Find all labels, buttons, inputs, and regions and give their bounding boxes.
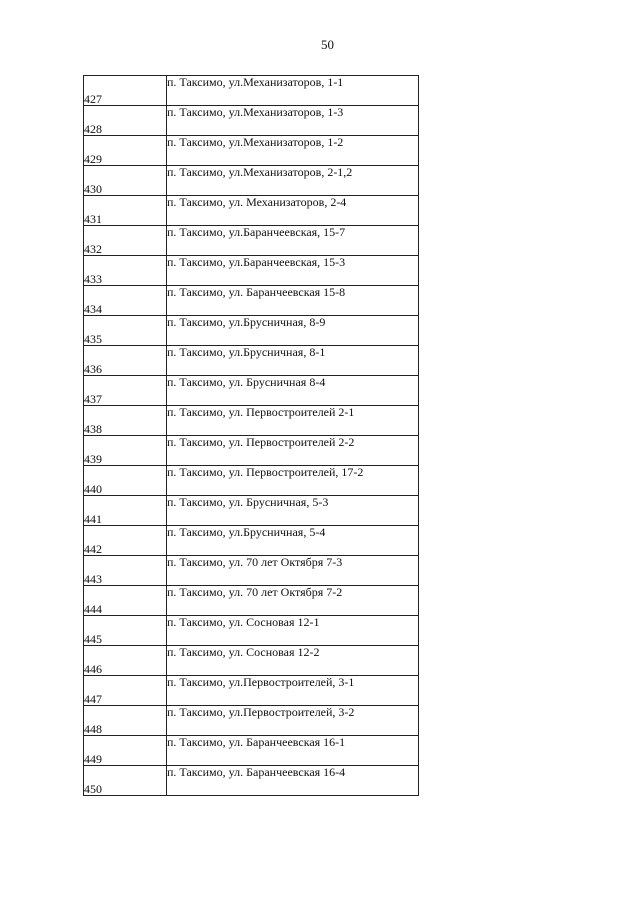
address-cell: п. Таксимо, ул. Брусничная 8-4 [167,376,419,406]
table-row [84,496,419,526]
table-row [84,136,419,166]
address-cell: п. Таксимо, ул.Первостроителей, 3-1 [167,676,419,706]
row-number-cell: 442 [84,526,167,556]
table-row [84,106,419,136]
address-cell: п. Таксимо, ул. Сосновая 12-1 [167,616,419,646]
address-cell: п. Таксимо, ул.Механизаторов, 2-1,2 [167,166,419,196]
table-row [84,556,419,586]
table-row [84,706,419,736]
address-cell: п. Таксимо, ул. Механизаторов, 2-4 [167,196,419,226]
table-row [84,346,419,376]
table-row [84,676,419,706]
row-number-cell: 450 [84,766,167,796]
row-number-cell: 427 [84,76,167,106]
row-number-cell: 434 [84,286,167,316]
row-number-cell: 433 [84,256,167,286]
address-cell: п. Таксимо, ул.Баранчеевская, 15-7 [167,226,419,256]
row-number-cell: 445 [84,616,167,646]
row-number-cell: 446 [84,646,167,676]
row-number-cell: 447 [84,676,167,706]
row-number-cell: 449 [84,736,167,766]
table-row [84,406,419,436]
table-row [84,76,419,106]
table-row [84,466,419,496]
row-number-cell: 437 [84,376,167,406]
table-row [84,316,419,346]
address-cell: п. Таксимо, ул.Брусничная, 5-4 [167,526,419,556]
row-number-cell: 444 [84,586,167,616]
row-number-cell: 438 [84,406,167,436]
table-row [84,766,419,796]
table-row [84,736,419,766]
address-cell: п. Таксимо, ул. Сосновая 12-2 [167,646,419,676]
address-cell: п. Таксимо, ул. Брусничная, 5-3 [167,496,419,526]
address-cell: п. Таксимо, ул. Первостроителей 2-1 [167,406,419,436]
address-cell: п. Таксимо, ул.Первостроителей, 3-2 [167,706,419,736]
address-cell: п. Таксимо, ул.Механизаторов, 1-1 [167,76,419,106]
address-cell: п. Таксимо, ул. 70 лет Октября 7-3 [167,556,419,586]
table-row [84,586,419,616]
row-number-cell: 428 [84,106,167,136]
row-number-cell: 429 [84,136,167,166]
row-number-cell: 432 [84,226,167,256]
row-number-cell: 441 [84,496,167,526]
table-row [84,646,419,676]
table-row [84,256,419,286]
row-number-cell: 443 [84,556,167,586]
row-number-cell: 448 [84,706,167,736]
row-number-cell: 430 [84,166,167,196]
table-row [84,286,419,316]
page-number: 50 [321,37,334,52]
address-cell: п. Таксимо, ул.Механизаторов, 1-2 [167,136,419,166]
table-row [84,616,419,646]
address-cell: п. Таксимо, ул. Баранчеевская 16-1 [167,736,419,766]
address-cell: п. Таксимо, ул.Механизаторов, 1-3 [167,106,419,136]
table-row [84,376,419,406]
address-cell: п. Таксимо, ул. Первостроителей, 17-2 [167,466,419,496]
address-cell: п. Таксимо, ул.Брусничная, 8-9 [167,316,419,346]
row-number-cell: 440 [84,466,167,496]
row-number-cell: 431 [84,196,167,226]
table-row [84,166,419,196]
table-body [84,76,419,796]
address-cell: п. Таксимо, ул. Баранчеевская 15-8 [167,286,419,316]
table-row [84,526,419,556]
table-row [84,196,419,226]
address-cell: п. Таксимо, ул. Первостроителей 2-2 [167,436,419,466]
row-number-cell: 435 [84,316,167,346]
address-table [83,75,419,796]
address-cell: п. Таксимо, ул.Брусничная, 8-1 [167,346,419,376]
row-number-cell: 439 [84,436,167,466]
address-cell: п. Таксимо, ул. 70 лет Октября 7-2 [167,586,419,616]
row-number-cell: 436 [84,346,167,376]
address-cell: п. Таксимо, ул. Баранчеевская 16-4 [167,766,419,796]
address-cell: п. Таксимо, ул.Баранчеевская, 15-3 [167,256,419,286]
table-row [84,436,419,466]
table-row [84,226,419,256]
